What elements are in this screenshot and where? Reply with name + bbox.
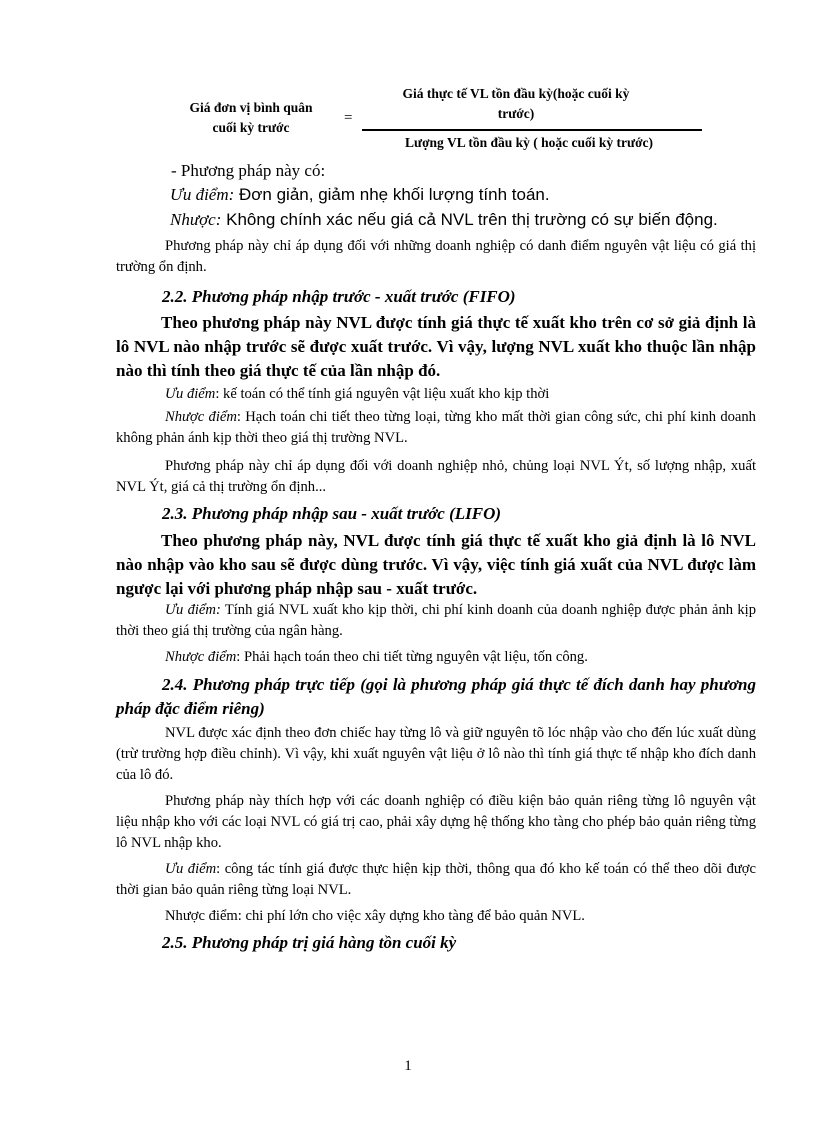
lifo-disadvantage xyxy=(116,647,756,668)
section-heading-direct: 2.4. Phương pháp trực tiếp (gọi là phương pháp giá thực tế đích danh hay phương pháp đặc điểm riêng) xyxy=(116,675,756,718)
page-number: 1 xyxy=(404,1058,412,1074)
formula-denominator: Lượng VL tồn đầu kỳ ( hoặc cuối kỳ trước) xyxy=(404,135,654,150)
direct-advantage-label: Ưu điểm xyxy=(165,861,217,877)
formula-lhs-line2: cuối kỳ trước xyxy=(212,120,290,135)
lifo-body: Theo phương pháp này, NVL được tính giá thực tế xuất kho giả định là lô NVL nào nhập vào kho sau sẽ được dùng trước. Vì vậy, việc tính giá xuất của NVL được làm ngược lại với phương pháp nhập sau - xuất trước. xyxy=(116,531,756,598)
fraction-bar xyxy=(362,129,702,131)
method-intro: - Phương pháp này có: xyxy=(171,161,326,180)
fifo-disadvantage-text: : Hạch toán chi tiết theo từng loại, từng kho mất thời gian công sức, chi phí kinh doanh không phản ánh kịp thời theo giá thị trường NVL. xyxy=(116,409,756,446)
lifo-disadvantage-label: Nhược điểm xyxy=(165,649,237,665)
disadvantage-text: Không chính xác nếu giá cả NVL trên thị trường có sự biến động. xyxy=(221,210,718,229)
formula-equals-sign: = xyxy=(344,110,353,126)
disadvantage-line xyxy=(116,208,756,232)
fifo-disadvantage-label: Nhược điểm xyxy=(165,409,237,425)
lifo-advantage-label: Ưu điểm: xyxy=(165,602,221,618)
direct-suitability: Phương pháp này thích hợp với các doanh nghiệp có điều kiện bảo quản riêng từng lô nguyên vật liệu nhập kho với các loại NVL có giá trị cao, phải xây dựng hệ thống kho tàng cho phép bảo quản riêng từng lô NVL nhập kho. xyxy=(116,793,756,851)
formula-numerator-line2: trước) xyxy=(497,106,535,121)
direct-disadvantage: Nhược điểm: chi phí lớn cho việc xây dựng kho tàng để bảo quản NVL. xyxy=(165,908,585,924)
section-heading-lifo: 2.3. Phương pháp nhập sau - xuất trước (LIFO) xyxy=(162,504,502,523)
lifo-advantage xyxy=(116,600,756,642)
formula-numerator-line1: Giá thực tế VL tồn đầu kỳ(hoặc cuối kỳ xyxy=(402,86,630,101)
advantage-label: Ưu điểm: xyxy=(170,185,235,204)
fifo-advantage-text: : kế toán có thể tính giá nguyên vật liệu xuất kho kịp thời xyxy=(215,386,550,402)
fifo-disadvantage xyxy=(116,407,756,449)
section-heading-fifo: 2.2. Phương pháp nhập trước - xuất trước (FIFO) xyxy=(162,287,516,306)
applicability-paragraph: Phương pháp này chỉ áp dụng đối với những doanh nghiệp có danh điểm nguyên vật liệu có giá thị trường ổn định. xyxy=(116,238,756,275)
section-heading-ending-inventory: 2.5. Phương pháp trị giá hàng tồn cuối kỳ xyxy=(162,933,457,952)
fifo-applicability: Phương pháp này chỉ áp dụng đối với doanh nghiệp nhỏ, chủng loại NVL Ýt, số lượng nhập, xuất NVL Ýt, giá cả thị trường ổn định... xyxy=(116,458,756,495)
average-price-formula xyxy=(160,84,720,156)
direct-advantage xyxy=(116,859,756,901)
direct-body: NVL được xác định theo đơn chiếc hay từng lô và giữ nguyên tõ lóc nhập vào cho đến lúc xuất dùng (trừ trường hợp điều chỉnh). Vì vậy, khi xuất nguyên vật liệu ở lô nào thì tính giá thực tế nhập kho đích danh của lô đó. xyxy=(116,725,756,783)
disadvantage-label: Nhược: xyxy=(170,210,222,229)
formula-left-side xyxy=(160,98,342,138)
formula-numerator xyxy=(366,84,666,124)
fifo-advantage-label: Ưu điểm xyxy=(165,386,216,402)
direct-advantage-text: : công tác tính giá được thực hiện kịp thời, thông qua đó kho kế toán có thể theo dõi được thời gian bảo quản riêng từng loại NVL. xyxy=(116,861,756,898)
lifo-advantage-text: Tính giá NVL xuất kho kịp thời, chi phí kinh doanh của doanh nghiệp được phản ảnh kịp thời theo giá thị trường của ngân hàng. xyxy=(116,602,756,639)
lifo-disadvantage-text: : Phải hạch toán theo chi tiết từng nguyên vật liệu, tốn công. xyxy=(236,649,588,665)
advantage-line xyxy=(116,183,756,207)
fifo-advantage xyxy=(116,384,756,405)
advantage-text: Đơn giản, giảm nhẹ khối lượng tính toán. xyxy=(234,185,550,204)
fifo-body: Theo phương pháp này NVL được tính giá thực tế xuất kho trên cơ sở giả định là lô NVL nào nhập trước sẽ được xuất trước. Vì vậy, lượng NVL xuất kho thuộc lần nhập nào thì tính theo giá thực tế của lần nhập đó. xyxy=(116,313,756,380)
formula-lhs-line1: Giá đơn vị bình quân xyxy=(189,100,313,115)
